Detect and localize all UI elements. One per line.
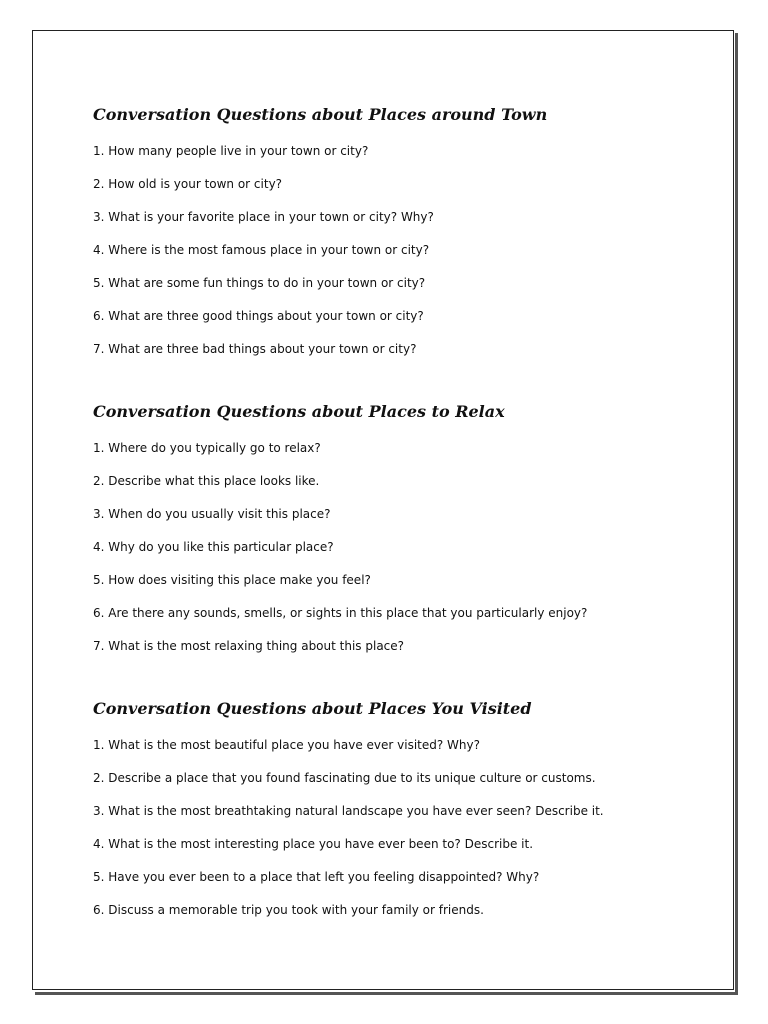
question-item: 5. Have you ever been to a place that left you feeling disappointed? Why?	[93, 870, 540, 884]
question-item: 4. Why do you like this particular place?	[93, 540, 334, 554]
question-item: 7. What is the most relaxing thing about this place?	[93, 639, 405, 653]
question-item: 3. What is the most breathtaking natural landscape you have ever seen? Describe it.	[93, 804, 604, 818]
section-places-around-town	[93, 104, 693, 374]
question-item: 7. What are three bad things about your town or city?	[93, 342, 417, 356]
section-heading: Conversation Questions about Places You Visited	[93, 699, 532, 718]
section-places-to-relax	[93, 401, 693, 671]
question-list	[93, 143, 693, 374]
question-item: 6. Discuss a memorable trip you took with your family or friends.	[93, 903, 484, 917]
question-item: 2. Describe a place that you found fascinating due to its unique culture or customs.	[93, 771, 596, 785]
question-item: 5. What are some fun things to do in your town or city?	[93, 276, 426, 290]
question-item: 5. How does visiting this place make you feel?	[93, 573, 371, 587]
question-item: 2. Describe what this place looks like.	[93, 474, 320, 488]
question-item: 4. Where is the most famous place in your town or city?	[93, 243, 430, 257]
question-item: 3. When do you usually visit this place?	[93, 507, 331, 521]
question-item: 4. What is the most interesting place you have ever been to? Describe it.	[93, 837, 534, 851]
question-item: 6. Are there any sounds, smells, or sights in this place that you particularly enjoy?	[93, 606, 588, 620]
question-item: 2. How old is your town or city?	[93, 177, 283, 191]
page-frame-shadow-right	[735, 33, 738, 995]
question-item: 3. What is your favorite place in your town or city? Why?	[93, 210, 434, 224]
question-item: 1. Where do you typically go to relax?	[93, 441, 321, 455]
section-heading: Conversation Questions about Places around Town	[93, 105, 548, 124]
question-list	[93, 737, 693, 935]
question-item: 1. What is the most beautiful place you have ever visited? Why?	[93, 738, 480, 752]
page-frame-shadow-bottom	[35, 992, 737, 995]
question-item: 6. What are three good things about your town or city?	[93, 309, 424, 323]
question-item: 1. How many people live in your town or city?	[93, 144, 369, 158]
section-places-you-visited	[93, 698, 693, 935]
question-list	[93, 440, 693, 671]
section-heading: Conversation Questions about Places to Relax	[93, 402, 505, 421]
